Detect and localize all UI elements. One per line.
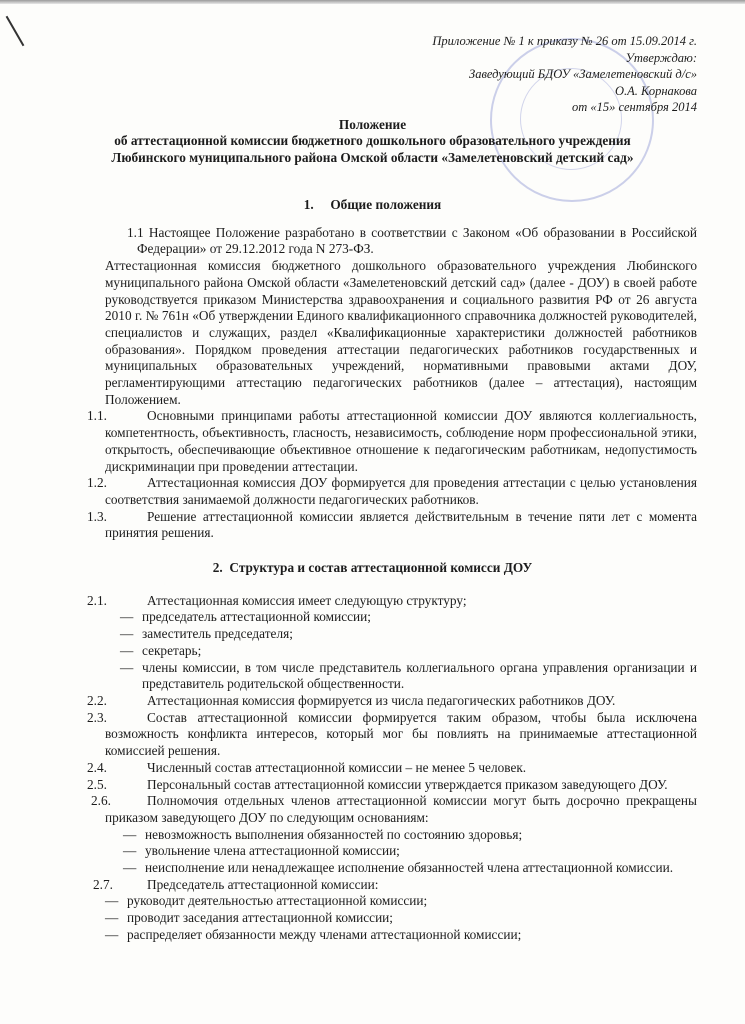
section-1-heading: 1. Общие положения xyxy=(303,197,442,212)
pen-mark xyxy=(6,16,25,46)
header-position: Заведующий БДОУ «Замелетеновский д/с» xyxy=(469,67,697,81)
list-item: — распределяет обязанности между членами аттестационной комиссии; xyxy=(105,927,697,944)
item-2-1 xyxy=(87,592,697,610)
scan-edge xyxy=(0,0,745,4)
item-2-2 xyxy=(87,692,697,710)
list-item: — секретарь; xyxy=(120,643,697,660)
doc-subtitle-1: об аттестационной комиссии бюджетного дошкольного образовательного учреждения xyxy=(114,133,631,148)
item-2-7 xyxy=(93,876,697,894)
header-appendix: Приложение № 1 к приказу № 26 от 15.09.2014 г. xyxy=(432,34,697,48)
item-number: 2.4. xyxy=(87,759,107,775)
item-1-2 xyxy=(87,475,697,508)
item-number: 2.1. xyxy=(87,592,107,608)
item-number: 2.6. xyxy=(91,793,111,809)
item-number: 1.3. xyxy=(87,508,107,524)
item-text: Решение аттестационной комиссии является действительным в течение пяти лет с момента принятия решения. xyxy=(105,508,697,541)
doc-title: Положение xyxy=(338,117,407,132)
item-number: 1.1. xyxy=(87,408,107,424)
header-approve: Утверждаю: xyxy=(625,51,697,65)
paragraph-commission: Аттестационная комиссия бюджетного дошкольного образовательного учреждения Любинского муниципального района Омской области «Замелетеновский детский сад» (далее - ДОУ) в своей работе руководствуется приказом Министерства здравоохранения и социального развития РФ от 26 августа 2010 г. № 761н «Об утверждении Единого квалификационного справочника должностей руководителей, специалистов и служащих, раздел «Квалификационные характеристики должностей работников образования». Порядком проведения аттестации педагогических работников государственных и муниципальных образовательных учреждений, нормативными правовыми актами ДОУ, регламентирующими аттестацию педагогических работников (далее – аттестация), настоящим Положением. xyxy=(105,258,697,407)
list-item: — невозможность выполнения обязанностей по состоянию здоровья; xyxy=(123,827,697,844)
document-body xyxy=(0,197,745,944)
item-2-5 xyxy=(87,776,697,794)
item-number: 2.3. xyxy=(87,709,107,725)
section-2-heading: 2. Структура и состав аттестационной комисси ДОУ xyxy=(212,560,533,576)
item-text: Аттестационная комиссия формируется из числа педагогических работников ДОУ. xyxy=(147,692,616,708)
item-1-3 xyxy=(87,508,697,542)
list-item: — увольнение члена аттестационной комиссии; xyxy=(123,843,697,860)
item-number: 2.2. xyxy=(87,692,107,708)
item-text: Персональный состав аттестационной комиссии утверждается приказом заведующего ДОУ. xyxy=(147,776,668,792)
item-2-4 xyxy=(87,759,697,777)
list-item: — председатель аттестационной комиссии; xyxy=(120,609,697,626)
item-number: 2.7. xyxy=(93,876,113,892)
item-text: Состав аттестационной комиссии формируется таким образом, чтобы была исключена возможность конфликта интересов, который мог бы повлиять на принимаемые аттестационной комиссией решения. xyxy=(105,709,697,759)
item-text: Численный состав аттестационной комиссии – не менее 5 человек. xyxy=(147,759,527,775)
item-text: Полномочия отдельных членов аттестационной комиссии могут быть досрочно прекращены приказом заведующего ДОУ по следующим основаниям: xyxy=(105,793,697,825)
list-item: — проводит заседания аттестационной комиссии; xyxy=(105,910,697,927)
list-item: — неисполнение или ненадлежащее исполнение обязанностей члена аттестационной комиссии. xyxy=(123,860,697,877)
list-item: — заместитель председателя; xyxy=(120,626,697,643)
item-number: 2.5. xyxy=(87,776,107,792)
header-name: О.А. Корнакова xyxy=(614,84,697,98)
list-item: — члены комиссии, в том числе представитель коллегиального органа управления организации и представитель родительской общественности. xyxy=(120,660,697,693)
paragraph-1-1-intro: 1.1 Настоящее Положение разработано в соответствии с Законом «Об образовании в Российской Федерации» от 29.12.2012 года N 273-ФЗ. xyxy=(127,224,697,257)
header-date: от «15» сентября 2014 xyxy=(572,100,697,114)
list-item: — руководит деятельностью аттестационной комиссии; xyxy=(105,893,697,910)
item-1-1 xyxy=(87,408,697,475)
item-number: 1.2. xyxy=(87,475,107,491)
item-text: Аттестационная комиссия ДОУ формируется для проведения аттестации с целью установления соответствия занимаемой должности педагогических работников. xyxy=(105,475,697,507)
item-2-6 xyxy=(91,793,697,826)
item-text: Основными принципами работы аттестационной комиссии ДОУ являются коллегиальность, компетентность, объективность, гласность, независимость, соблюдение норм профессиональной этики, открытость, обеспечивающие объективное отношение к педагогическим работникам, недопустимость дискриминации при проведении аттестации. xyxy=(105,408,697,474)
doc-subtitle-2: Любинского муниципального района Омской области «Замелетеновский детский сад» xyxy=(111,150,634,165)
item-2-3 xyxy=(87,709,697,760)
item-text: Аттестационная комиссия имеет следующую структуру; xyxy=(147,592,467,608)
item-text: Председатель аттестационной комиссии: xyxy=(147,876,379,892)
